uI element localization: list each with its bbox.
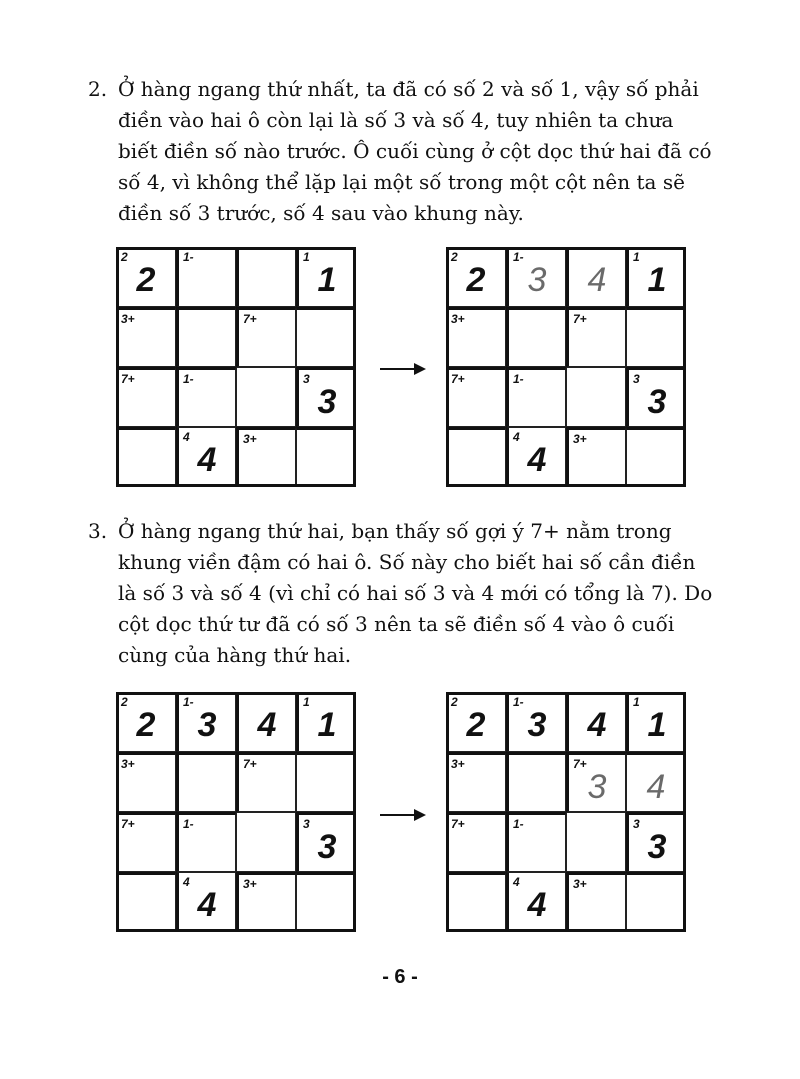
puzzle-cell — [176, 247, 236, 307]
step-2-line: số 4, vì không thể lặp lại một số trong một cột nên ta sẽ — [118, 170, 685, 194]
cage-clue: 3+ — [451, 757, 465, 771]
step-3-number: 3. — [88, 519, 108, 543]
puzzle-cell — [506, 812, 566, 872]
filled-value-new: 4 — [646, 768, 666, 806]
puzzle-cell — [236, 427, 296, 487]
cage-clue: 1- — [513, 372, 524, 386]
step-2-text — [88, 74, 748, 229]
puzzle-grid-step3-after — [446, 692, 686, 932]
filled-value: 1 — [317, 706, 337, 744]
puzzle-cell — [116, 812, 176, 872]
cage-clue: 3 — [303, 817, 310, 831]
filled-value: 4 — [257, 706, 277, 744]
puzzle-cell — [296, 367, 356, 427]
puzzle-cell — [446, 247, 506, 307]
puzzle-cell — [236, 367, 296, 427]
filled-value: 4 — [587, 706, 607, 744]
puzzle-cell — [566, 367, 626, 427]
puzzle-cell — [626, 307, 686, 367]
puzzle-cell — [626, 367, 686, 427]
step-3-line: cùng của hàng thứ hai. — [118, 643, 352, 667]
puzzle-cell — [236, 752, 296, 812]
filled-value: 1 — [647, 261, 667, 299]
cage-clue: 4 — [513, 430, 520, 444]
cage-clue: 7+ — [451, 372, 465, 386]
puzzle-cell — [116, 752, 176, 812]
puzzle-cell — [626, 812, 686, 872]
right-arrow-icon — [380, 808, 426, 822]
puzzle-cell — [296, 427, 356, 487]
puzzle-cell — [296, 692, 356, 752]
puzzle-cell — [116, 247, 176, 307]
step-3-line: khung viền đậm có hai ô. Số này cho biết hai số cần điền — [118, 550, 696, 574]
filled-value: 3 — [647, 828, 667, 866]
step-2-line: điền vào hai ô còn lại là số 3 và số 4, tuy nhiên ta chưa — [118, 108, 674, 132]
step-3-line: Ở hàng ngang thứ hai, bạn thấy số gợi ý 7+ nằm trong — [118, 519, 672, 543]
cage-clue: 7+ — [243, 312, 257, 326]
puzzle-cell — [446, 307, 506, 367]
puzzle-cell — [626, 247, 686, 307]
puzzle-cell — [176, 307, 236, 367]
cage-clue: 2 — [451, 250, 458, 264]
cage-clue: 1- — [183, 695, 194, 709]
step-2-number: 2. — [88, 77, 108, 101]
puzzle-cell — [296, 872, 356, 932]
puzzle-cell — [236, 307, 296, 367]
puzzle-cell — [446, 752, 506, 812]
puzzle-cell — [176, 812, 236, 872]
cage-clue: 1 — [303, 250, 310, 264]
puzzle-cell — [626, 692, 686, 752]
puzzle-cell — [506, 307, 566, 367]
puzzle-cell — [446, 427, 506, 487]
cage-clue: 3+ — [573, 432, 587, 446]
puzzle-cell — [176, 752, 236, 812]
step-2-line: biết điền số nào trước. Ô cuối cùng ở cột dọc thứ hai đã có — [118, 139, 712, 163]
puzzle-cell — [566, 752, 626, 812]
cage-clue: 7+ — [573, 312, 587, 326]
puzzle-cell — [296, 752, 356, 812]
puzzle-cell — [626, 872, 686, 932]
puzzle-cell — [236, 872, 296, 932]
puzzle-cell — [566, 247, 626, 307]
puzzle-cell — [116, 427, 176, 487]
puzzle-cell — [116, 872, 176, 932]
filled-value: 1 — [647, 706, 667, 744]
page-number: - 6 - — [382, 966, 418, 988]
puzzle-grid-step2-before — [116, 247, 356, 487]
puzzle-cell — [506, 872, 566, 932]
cage-clue: 4 — [183, 875, 190, 889]
filled-value-new: 4 — [587, 261, 607, 299]
puzzle-cell — [506, 692, 566, 752]
puzzle-cell — [626, 427, 686, 487]
cage-clue: 3+ — [451, 312, 465, 326]
step-3-line: là số 3 và số 4 (vì chỉ có hai số 3 và 4 mới có tổng là 7). Do — [118, 581, 713, 605]
filled-value: 3 — [317, 383, 337, 421]
filled-value: 4 — [527, 441, 547, 479]
filled-value: 2 — [136, 706, 156, 744]
cage-clue: 7+ — [121, 372, 135, 386]
filled-value: 4 — [197, 441, 217, 479]
cage-clue: 1 — [633, 250, 640, 264]
puzzle-cell — [626, 752, 686, 812]
cage-clue: 2 — [121, 250, 128, 264]
puzzle-cell — [236, 812, 296, 872]
filled-value: 4 — [197, 886, 217, 924]
cage-clue: 3 — [303, 372, 310, 386]
cage-clue: 1 — [633, 695, 640, 709]
filled-value: 2 — [466, 706, 486, 744]
cage-clue: 2 — [121, 695, 128, 709]
step-2-line: Ở hàng ngang thứ nhất, ta đã có số 2 và số 1, vậy số phải — [118, 77, 699, 101]
cage-clue: 3+ — [121, 312, 135, 326]
filled-value: 3 — [527, 706, 547, 744]
puzzle-cell — [566, 692, 626, 752]
filled-value: 2 — [136, 261, 156, 299]
puzzle-cell — [236, 692, 296, 752]
step-3-text — [88, 516, 748, 671]
cage-clue: 7+ — [451, 817, 465, 831]
cage-clue: 1- — [513, 817, 524, 831]
cage-clue: 1- — [183, 817, 194, 831]
cage-clue: 1- — [513, 250, 524, 264]
puzzle-cell — [566, 872, 626, 932]
right-arrow-icon — [380, 362, 426, 376]
puzzle-cell — [446, 692, 506, 752]
cage-clue: 1 — [303, 695, 310, 709]
puzzle-cell — [176, 692, 236, 752]
puzzle-cell — [566, 427, 626, 487]
cage-clue: 7+ — [121, 817, 135, 831]
puzzle-cell — [446, 872, 506, 932]
puzzle-grid-step3-before — [116, 692, 356, 932]
cage-clue: 3 — [633, 372, 640, 386]
cage-clue: 1- — [183, 372, 194, 386]
cage-clue: 3+ — [121, 757, 135, 771]
puzzle-cell — [506, 427, 566, 487]
step-3-line: cột dọc thứ tư đã có số 3 nên ta sẽ điền số 4 vào ô cuối — [118, 612, 675, 636]
puzzle-cell — [506, 367, 566, 427]
puzzle-grid-step2-after — [446, 247, 686, 487]
cage-clue: 3+ — [243, 877, 257, 891]
puzzle-cell — [296, 247, 356, 307]
puzzle-cell — [116, 307, 176, 367]
cage-clue: 4 — [183, 430, 190, 444]
puzzle-cell — [116, 367, 176, 427]
puzzle-cell — [296, 307, 356, 367]
filled-value: 4 — [527, 886, 547, 924]
puzzle-cell — [116, 692, 176, 752]
cage-clue: 7+ — [573, 757, 587, 771]
cage-clue: 2 — [451, 695, 458, 709]
puzzle-cell — [506, 247, 566, 307]
puzzle-cell — [446, 367, 506, 427]
cage-clue: 3+ — [243, 432, 257, 446]
cage-clue: 4 — [513, 875, 520, 889]
filled-value-new: 3 — [587, 768, 607, 806]
puzzle-cell — [506, 752, 566, 812]
puzzle-cell — [176, 367, 236, 427]
filled-value: 1 — [317, 261, 337, 299]
filled-value-new: 3 — [527, 261, 547, 299]
step-2-line: điền số 3 trước, số 4 sau vào khung này. — [118, 201, 524, 225]
cage-clue: 7+ — [243, 757, 257, 771]
filled-value: 3 — [647, 383, 667, 421]
cage-clue: 1- — [513, 695, 524, 709]
filled-value: 2 — [466, 261, 486, 299]
puzzle-cell — [176, 427, 236, 487]
puzzle-cell — [236, 247, 296, 307]
cage-clue: 3+ — [573, 877, 587, 891]
cage-clue: 1- — [183, 250, 194, 264]
filled-value: 3 — [317, 828, 337, 866]
puzzle-cell — [176, 872, 236, 932]
cage-clue: 3 — [633, 817, 640, 831]
puzzle-cell — [566, 812, 626, 872]
puzzle-cell — [566, 307, 626, 367]
puzzle-cell — [446, 812, 506, 872]
filled-value: 3 — [197, 706, 217, 744]
puzzle-cell — [296, 812, 356, 872]
